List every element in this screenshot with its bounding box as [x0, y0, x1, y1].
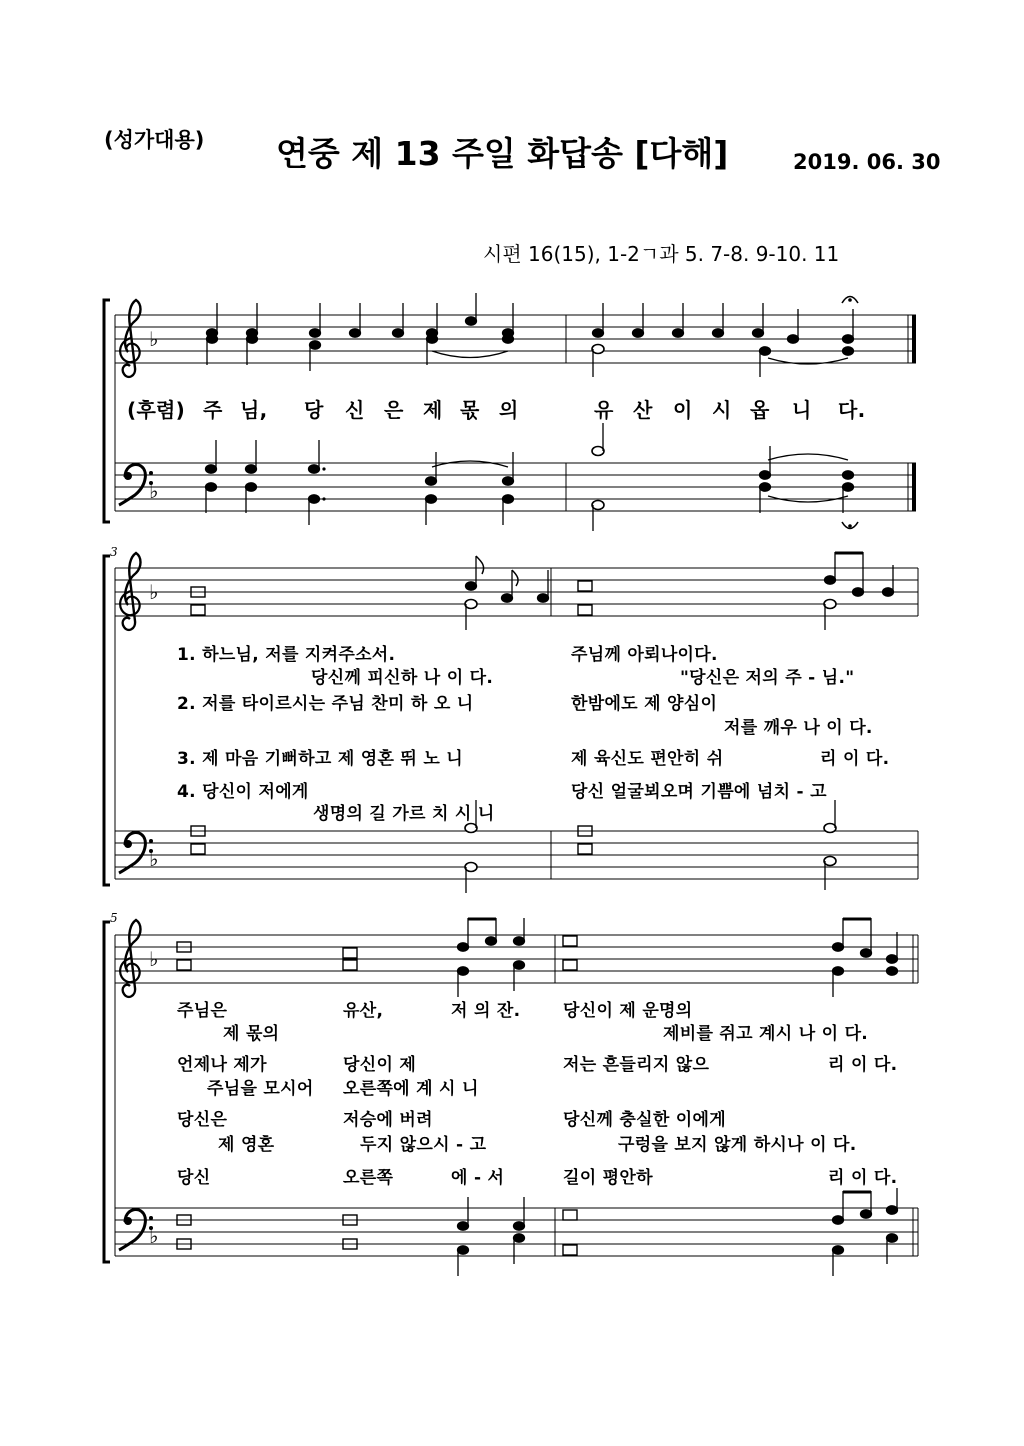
- verse-text: 제 영혼: [218, 1135, 275, 1155]
- verse-text: 3. 제 마음 기뻐하고 제 영혼 뛰 노 니: [177, 749, 464, 769]
- refrain-syllable: 은: [384, 398, 404, 422]
- verse-text: 언제나 제가: [177, 1055, 267, 1075]
- measure-number: 3: [110, 545, 118, 559]
- verse-text: 생명의 길 가르 치 시 니: [313, 804, 495, 824]
- svg-text:♭: ♭: [149, 847, 159, 871]
- verse-text: 주님께 아뢰나이다.: [571, 645, 718, 665]
- refrain-syllable: 시: [712, 398, 732, 422]
- verse-text: 저승에 버려: [343, 1110, 433, 1130]
- refrain-syllable: 당: [304, 398, 324, 422]
- svg-text:♭: ♭: [149, 327, 159, 351]
- svg-text:♭: ♭: [149, 947, 159, 971]
- verse-text: 한밤에도 제 양심이: [571, 694, 718, 714]
- svg-text:♭: ♭: [149, 580, 159, 604]
- svg-text:♭: ♭: [149, 1224, 159, 1248]
- refrain-syllable: 니: [792, 398, 812, 422]
- refrain-syllable: 의: [499, 398, 519, 422]
- verse-text: 두지 않으시 - 고: [360, 1135, 487, 1155]
- verse-text: 리 이 다.: [828, 1168, 898, 1188]
- refrain-syllable: 유: [594, 398, 614, 422]
- refrain-syllable: 산: [633, 398, 653, 422]
- verse-text: 오른쪽에 계 시 니: [343, 1079, 479, 1099]
- refrain-syllable: 다.: [838, 398, 866, 422]
- verse-text: 리 이 다.: [828, 1055, 898, 1075]
- verse-text: 당신이 제: [343, 1055, 417, 1075]
- refrain-syllable: 이: [673, 398, 693, 422]
- verse-text: 당신께 충실한 이에게: [563, 1110, 726, 1130]
- refrain-syllable: 제: [423, 398, 443, 422]
- verse-text: 4. 당신이 저에게: [177, 782, 309, 802]
- verse-text: 2. 저를 타이르시는 주님 찬미 하 오 니: [177, 694, 474, 714]
- verse-text: 리 이 다.: [820, 749, 890, 769]
- verse-text: 제 몫의: [223, 1024, 280, 1044]
- verse-text: 오른쪽: [343, 1168, 394, 1188]
- verse-text: 에 - 서: [451, 1168, 505, 1188]
- refrain-syllable: 몫: [460, 398, 480, 422]
- verse-text: 길이 평안하: [563, 1168, 653, 1188]
- refrain-syllable: 주: [203, 398, 223, 422]
- verse-text: 유산,: [343, 1001, 384, 1021]
- verse-text: 주님은: [177, 1001, 228, 1021]
- verse-text: 저를 깨우 나 이 다.: [724, 718, 873, 738]
- verse-text: 주님을 모시어: [207, 1079, 314, 1099]
- date-label: 2019. 06. 30: [793, 150, 941, 174]
- refrain-syllable: 님,: [240, 398, 268, 422]
- verse-text: 당신께 피신하 나 이 다.: [311, 668, 494, 688]
- page-title: 연중 제 13 주일 화답송 [다해]: [276, 134, 729, 173]
- verse-text: 구렁을 보지 않게 하시나 이 다.: [618, 1135, 857, 1155]
- use-label: (성가대용): [104, 128, 205, 152]
- verse-text: 제 육신도 편안히 쉬: [571, 749, 724, 769]
- verse-text: 제비를 쥐고 계시 나 이 다.: [663, 1024, 869, 1044]
- verse-text: "당신은 저의 주 - 님.": [680, 668, 855, 688]
- verse-text: 저는 흔들리지 않으: [563, 1055, 710, 1075]
- svg-text:♭: ♭: [149, 479, 159, 503]
- psalm-reference: 시편 16(15), 1-2ㄱ과 5. 7-8. 9-10. 11: [483, 242, 840, 266]
- refrain-syllable: 옵: [750, 398, 770, 422]
- refrain-label: (후렴): [127, 398, 186, 422]
- refrain-syllable: 신: [345, 398, 365, 422]
- measure-number: 5: [110, 911, 118, 925]
- verse-text: 당신이 제 운명의: [563, 1001, 693, 1021]
- verse-text: 당신은: [177, 1110, 228, 1130]
- verse-text: 저 의 잔.: [451, 1001, 521, 1021]
- verse-text: 1. 하느님, 저를 지켜주소서.: [177, 645, 396, 665]
- verse-text: 당신: [177, 1168, 211, 1188]
- verse-text: 당신 얼굴뵈오며 기쁨에 넘치 - 고: [571, 782, 827, 802]
